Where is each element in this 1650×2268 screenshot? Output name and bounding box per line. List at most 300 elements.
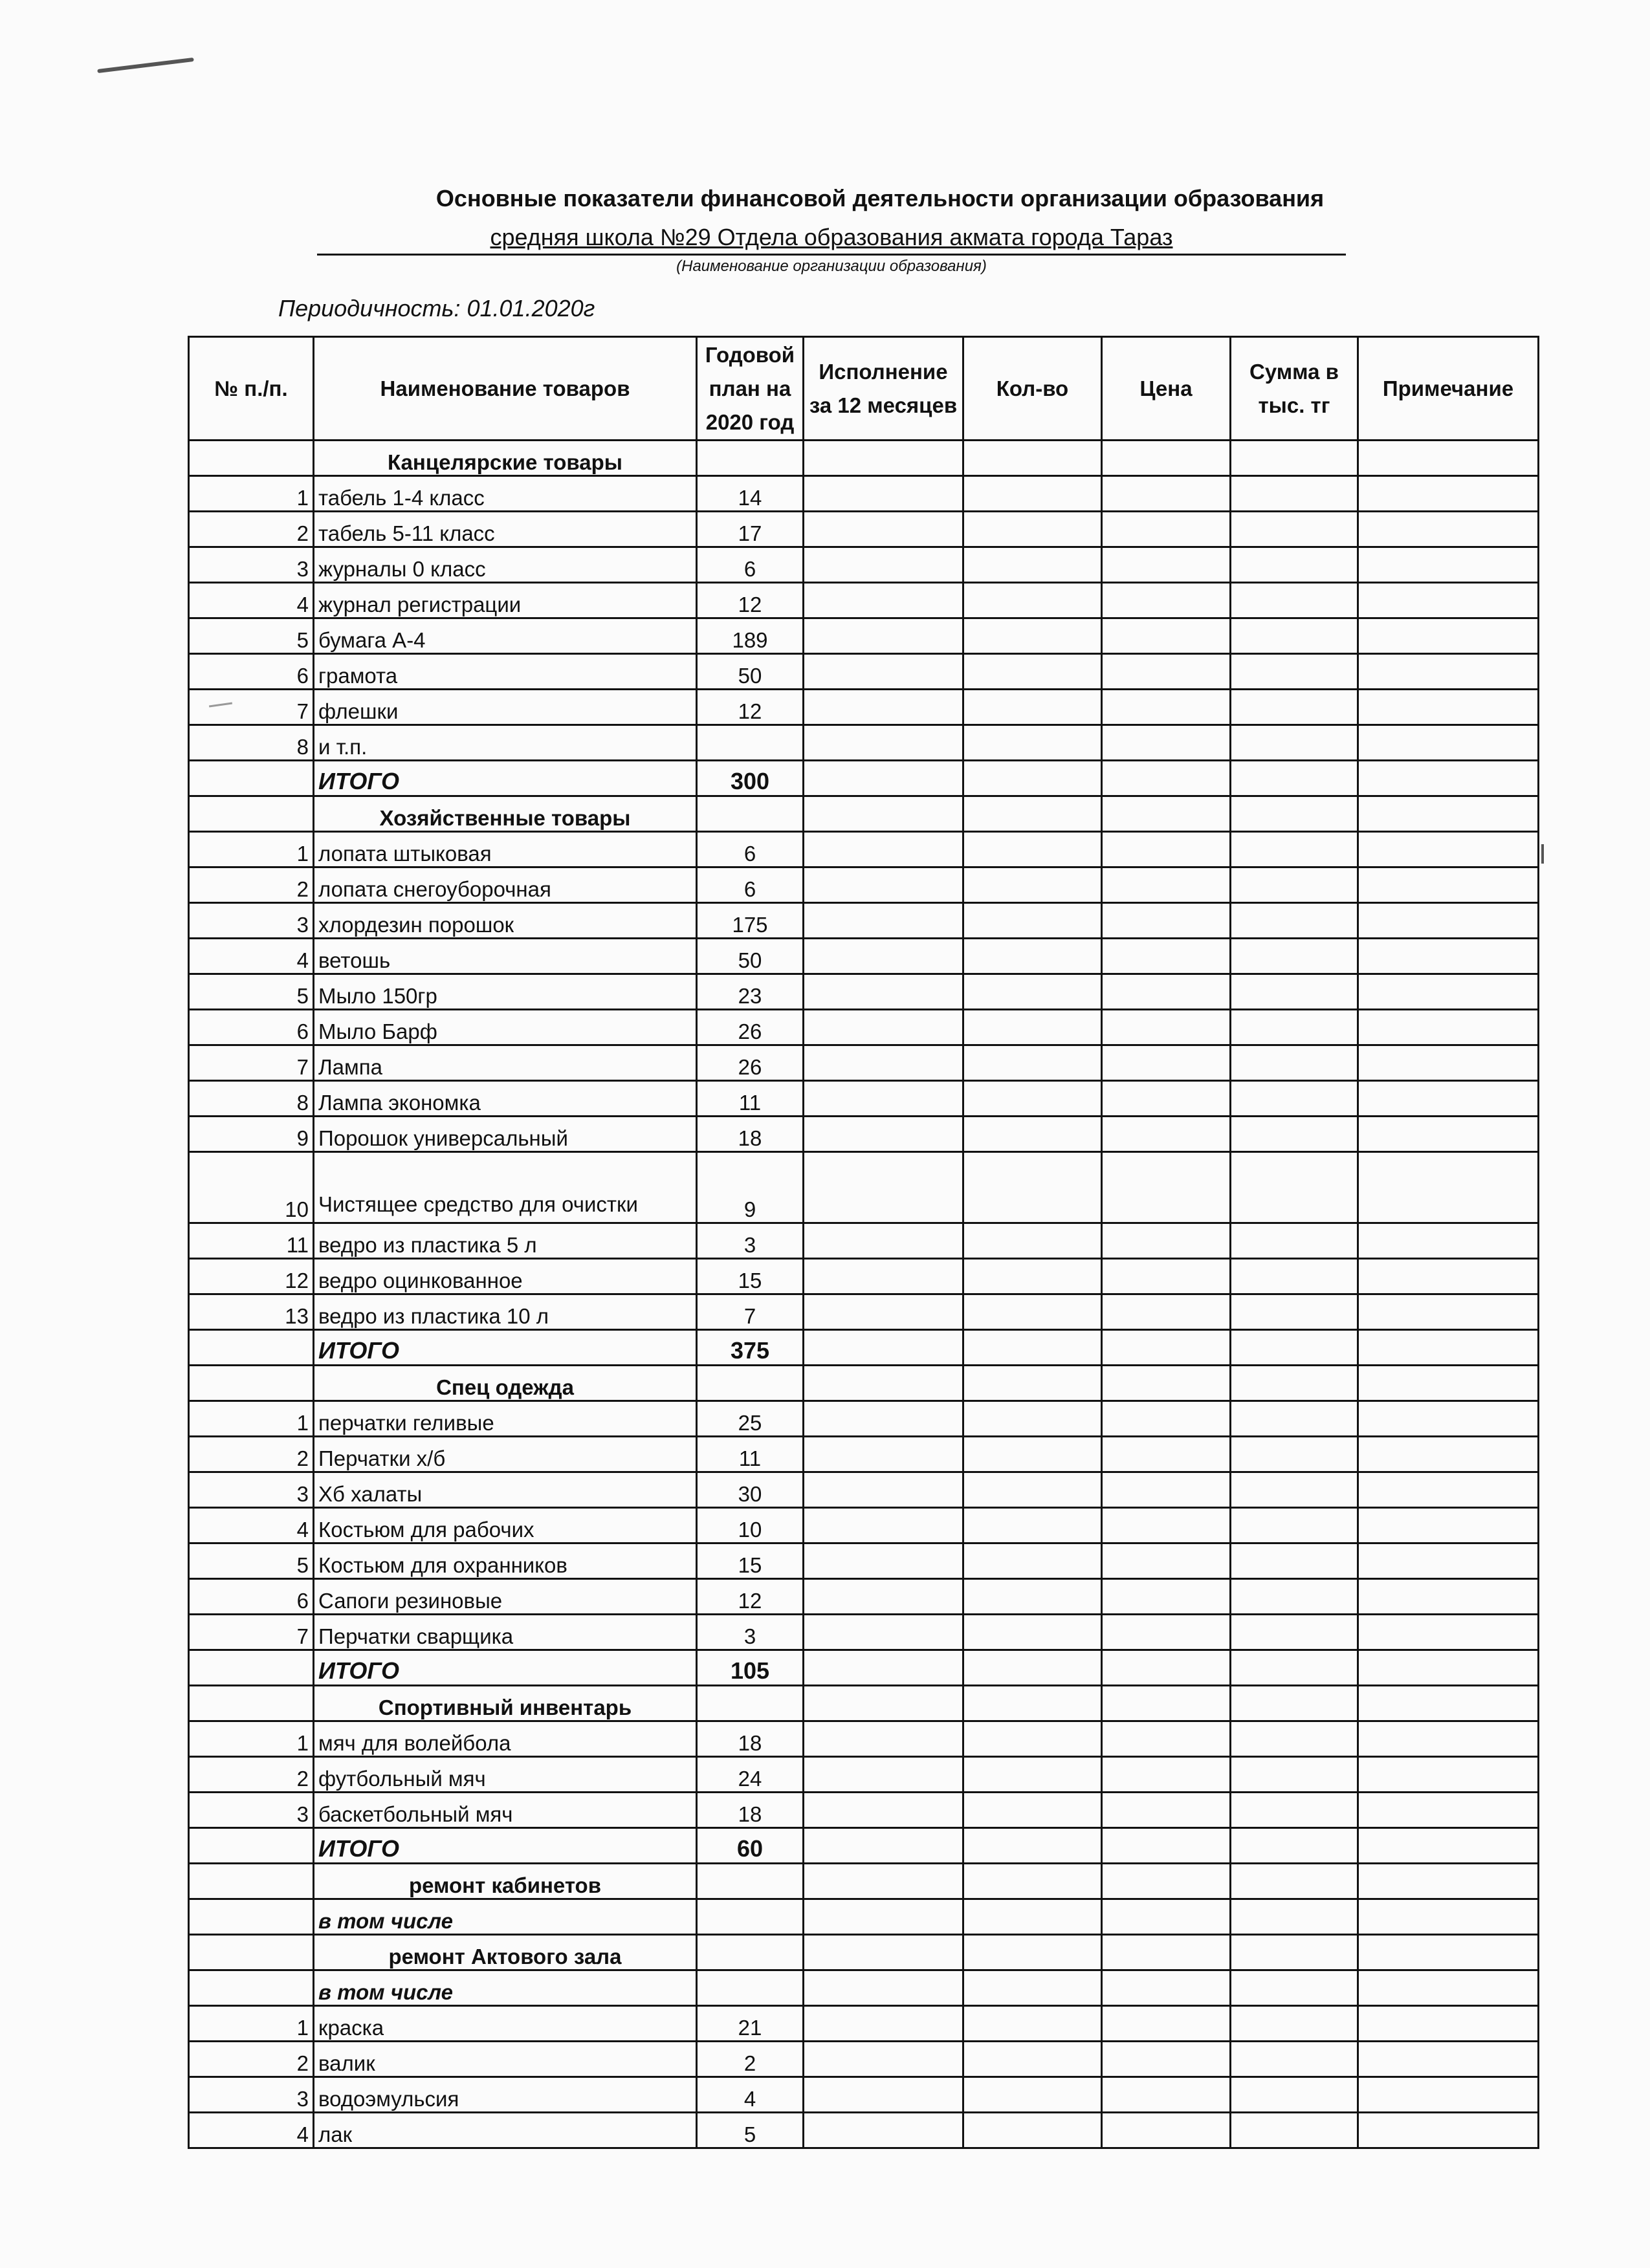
sum-cell bbox=[1231, 1543, 1358, 1579]
quantity-cell bbox=[963, 2042, 1102, 2077]
annual-plan-cell: 30 bbox=[697, 1472, 804, 1508]
note-cell bbox=[1358, 1935, 1539, 1970]
note-cell bbox=[1358, 2042, 1539, 2077]
price-cell bbox=[1102, 1472, 1231, 1508]
annual-plan-cell: 17 bbox=[697, 512, 804, 547]
row-number-cell bbox=[189, 441, 314, 476]
note-cell bbox=[1358, 939, 1539, 974]
item-name-cell: ИТОГО bbox=[314, 761, 697, 796]
price-cell bbox=[1102, 1045, 1231, 1081]
quantity-cell bbox=[963, 1793, 1102, 1828]
annual-plan-cell: 3 bbox=[697, 1223, 804, 1259]
execution-cell bbox=[804, 654, 963, 690]
note-cell bbox=[1358, 832, 1539, 867]
sum-cell bbox=[1231, 796, 1358, 832]
quantity-cell bbox=[963, 583, 1102, 618]
note-cell bbox=[1358, 1686, 1539, 1721]
item-name-cell: Лампа bbox=[314, 1045, 697, 1081]
note-cell bbox=[1358, 761, 1539, 796]
annual-plan-cell: 15 bbox=[697, 1259, 804, 1294]
quantity-cell bbox=[963, 725, 1102, 761]
sum-cell bbox=[1231, 547, 1358, 583]
quantity-cell bbox=[963, 441, 1102, 476]
sum-cell bbox=[1231, 2077, 1358, 2113]
item-name-cell: Спортивный инвентарь bbox=[314, 1686, 697, 1721]
item-name-cell: Перчатки сварщика bbox=[314, 1615, 697, 1650]
annual-plan-cell bbox=[697, 1899, 804, 1935]
row-number-cell: 1 bbox=[189, 476, 314, 512]
execution-cell bbox=[804, 1472, 963, 1508]
item-name-cell: ведро оцинкованное bbox=[314, 1259, 697, 1294]
execution-cell bbox=[804, 1366, 963, 1401]
price-cell bbox=[1102, 1686, 1231, 1721]
item-name-cell: Сапоги резиновые bbox=[314, 1579, 697, 1615]
table-row bbox=[189, 1117, 1539, 1152]
quantity-cell bbox=[963, 1935, 1102, 1970]
table-row bbox=[189, 618, 1539, 654]
item-name-cell: хлордезин порошок bbox=[314, 903, 697, 939]
table-row bbox=[189, 1294, 1539, 1330]
execution-cell bbox=[804, 832, 963, 867]
row-number-cell bbox=[189, 1330, 314, 1366]
quantity-cell bbox=[963, 1081, 1102, 1117]
note-cell bbox=[1358, 2006, 1539, 2042]
item-name-cell: ИТОГО bbox=[314, 1330, 697, 1366]
price-cell bbox=[1102, 1935, 1231, 1970]
quantity-cell bbox=[963, 1330, 1102, 1366]
table-row bbox=[189, 1757, 1539, 1793]
note-cell bbox=[1358, 1437, 1539, 1472]
quantity-cell bbox=[963, 547, 1102, 583]
quantity-cell bbox=[963, 1721, 1102, 1757]
sum-cell bbox=[1231, 1081, 1358, 1117]
quantity-cell bbox=[963, 1864, 1102, 1899]
price-cell bbox=[1102, 1757, 1231, 1793]
quantity-cell bbox=[963, 2113, 1102, 2148]
note-cell bbox=[1358, 2113, 1539, 2148]
table-total-row bbox=[189, 1330, 1539, 1366]
table-row bbox=[189, 1472, 1539, 1508]
row-number-cell: 4 bbox=[189, 2113, 314, 2148]
execution-cell bbox=[804, 1330, 963, 1366]
price-cell bbox=[1102, 796, 1231, 832]
execution-cell bbox=[804, 1650, 963, 1686]
table-row bbox=[189, 1152, 1539, 1223]
annual-plan-cell: 23 bbox=[697, 974, 804, 1010]
item-name-cell: перчатки геливые bbox=[314, 1401, 697, 1437]
price-cell bbox=[1102, 1650, 1231, 1686]
period-label: Периодичность: 01.01.2020г bbox=[278, 295, 595, 322]
quantity-cell bbox=[963, 512, 1102, 547]
table-row bbox=[189, 903, 1539, 939]
table-row bbox=[189, 1401, 1539, 1437]
note-cell bbox=[1358, 1579, 1539, 1615]
table-section-row bbox=[189, 441, 1539, 476]
execution-cell bbox=[804, 512, 963, 547]
sum-cell bbox=[1231, 1650, 1358, 1686]
annual-plan-cell: 26 bbox=[697, 1045, 804, 1081]
table-row bbox=[189, 725, 1539, 761]
sum-cell bbox=[1231, 761, 1358, 796]
table-row bbox=[189, 1793, 1539, 1828]
item-name-cell: лак bbox=[314, 2113, 697, 2148]
price-cell bbox=[1102, 1152, 1231, 1223]
execution-cell bbox=[804, 547, 963, 583]
sum-cell bbox=[1231, 1045, 1358, 1081]
annual-plan-cell bbox=[697, 725, 804, 761]
table-row bbox=[189, 1045, 1539, 1081]
execution-cell bbox=[804, 903, 963, 939]
note-cell bbox=[1358, 547, 1539, 583]
table-row bbox=[189, 974, 1539, 1010]
row-number-cell: 6 bbox=[189, 1579, 314, 1615]
item-name-cell: ремонт кабинетов bbox=[314, 1864, 697, 1899]
note-cell bbox=[1358, 512, 1539, 547]
price-cell bbox=[1102, 512, 1231, 547]
annual-plan-cell: 60 bbox=[697, 1828, 804, 1864]
annual-plan-cell: 6 bbox=[697, 832, 804, 867]
item-name-cell: лопата снегоуборочная bbox=[314, 867, 697, 903]
quantity-cell bbox=[963, 1294, 1102, 1330]
item-name-cell: и т.п. bbox=[314, 725, 697, 761]
annual-plan-cell bbox=[697, 796, 804, 832]
quantity-cell bbox=[963, 1508, 1102, 1543]
execution-cell bbox=[804, 1793, 963, 1828]
table-section-row bbox=[189, 1366, 1539, 1401]
annual-plan-cell: 11 bbox=[697, 1437, 804, 1472]
quantity-cell bbox=[963, 761, 1102, 796]
item-name-cell: ведро из пластика 10 л bbox=[314, 1294, 697, 1330]
table-row bbox=[189, 583, 1539, 618]
sum-cell bbox=[1231, 1010, 1358, 1045]
note-cell bbox=[1358, 1117, 1539, 1152]
row-number-cell: 7 bbox=[189, 690, 314, 725]
quantity-cell bbox=[963, 1579, 1102, 1615]
table-row bbox=[189, 654, 1539, 690]
price-cell bbox=[1102, 867, 1231, 903]
execution-cell bbox=[804, 796, 963, 832]
annual-plan-cell: 2 bbox=[697, 2042, 804, 2077]
note-cell bbox=[1358, 1793, 1539, 1828]
annual-plan-cell: 5 bbox=[697, 2113, 804, 2148]
annual-plan-cell: 24 bbox=[697, 1757, 804, 1793]
row-number-cell: 3 bbox=[189, 1793, 314, 1828]
row-number-cell: 5 bbox=[189, 974, 314, 1010]
row-number-cell bbox=[189, 1935, 314, 1970]
table-section-row bbox=[189, 1864, 1539, 1899]
row-number-cell bbox=[189, 796, 314, 832]
annual-plan-cell: 300 bbox=[697, 761, 804, 796]
row-number-cell bbox=[189, 1899, 314, 1935]
sum-cell bbox=[1231, 2113, 1358, 2148]
document-title: Основные показатели финансовой деятельности организации образования bbox=[435, 185, 1325, 212]
quantity-cell bbox=[963, 867, 1102, 903]
execution-cell bbox=[804, 1152, 963, 1223]
item-name-cell: журнал регистрации bbox=[314, 583, 697, 618]
annual-plan-cell bbox=[697, 1366, 804, 1401]
quantity-cell bbox=[963, 1010, 1102, 1045]
row-number-cell: 2 bbox=[189, 512, 314, 547]
note-cell bbox=[1358, 1366, 1539, 1401]
annual-plan-cell: 50 bbox=[697, 939, 804, 974]
annual-plan-cell: 11 bbox=[697, 1081, 804, 1117]
table-row bbox=[189, 1223, 1539, 1259]
sum-cell bbox=[1231, 1472, 1358, 1508]
row-number-cell bbox=[189, 1686, 314, 1721]
item-name-cell: табель 1-4 класс bbox=[314, 476, 697, 512]
sum-cell bbox=[1231, 1117, 1358, 1152]
item-name-cell: ИТОГО bbox=[314, 1828, 697, 1864]
price-cell bbox=[1102, 1223, 1231, 1259]
row-number-cell: 1 bbox=[189, 1401, 314, 1437]
price-cell bbox=[1102, 1117, 1231, 1152]
sum-cell bbox=[1231, 441, 1358, 476]
note-cell bbox=[1358, 1615, 1539, 1650]
execution-cell bbox=[804, 1081, 963, 1117]
execution-cell bbox=[804, 1615, 963, 1650]
sum-cell bbox=[1231, 1970, 1358, 2006]
annual-plan-cell: 26 bbox=[697, 1010, 804, 1045]
item-name-cell: Порошок универсальный bbox=[314, 1117, 697, 1152]
row-number-cell bbox=[189, 1970, 314, 2006]
price-cell bbox=[1102, 974, 1231, 1010]
item-name-cell: Лампа экономка bbox=[314, 1081, 697, 1117]
quantity-cell bbox=[963, 939, 1102, 974]
item-name-cell: ведро из пластика 5 л bbox=[314, 1223, 697, 1259]
sum-cell bbox=[1231, 1864, 1358, 1899]
table-row bbox=[189, 832, 1539, 867]
price-cell bbox=[1102, 1721, 1231, 1757]
sum-cell bbox=[1231, 690, 1358, 725]
row-number-cell: 1 bbox=[189, 2006, 314, 2042]
scan-smudge-mark bbox=[97, 58, 194, 73]
sum-cell bbox=[1231, 974, 1358, 1010]
table-row bbox=[189, 867, 1539, 903]
note-cell bbox=[1358, 796, 1539, 832]
execution-cell bbox=[804, 867, 963, 903]
table-section-row bbox=[189, 796, 1539, 832]
table-total-row bbox=[189, 761, 1539, 796]
row-number-cell bbox=[189, 1828, 314, 1864]
execution-cell bbox=[804, 1117, 963, 1152]
quantity-cell bbox=[963, 690, 1102, 725]
item-name-cell: в том числе bbox=[314, 1899, 697, 1935]
execution-cell bbox=[804, 618, 963, 654]
item-name-cell: журналы 0 класс bbox=[314, 547, 697, 583]
quantity-cell bbox=[963, 1650, 1102, 1686]
annual-plan-cell: 7 bbox=[697, 1294, 804, 1330]
sum-cell bbox=[1231, 512, 1358, 547]
row-number-cell: 1 bbox=[189, 832, 314, 867]
execution-cell bbox=[804, 476, 963, 512]
row-number-cell: 3 bbox=[189, 547, 314, 583]
execution-cell bbox=[804, 725, 963, 761]
sum-cell bbox=[1231, 832, 1358, 867]
sum-cell bbox=[1231, 903, 1358, 939]
execution-cell bbox=[804, 1721, 963, 1757]
note-cell bbox=[1358, 441, 1539, 476]
execution-cell bbox=[804, 2077, 963, 2113]
sum-cell bbox=[1231, 1579, 1358, 1615]
note-cell bbox=[1358, 1081, 1539, 1117]
annual-plan-cell: 18 bbox=[697, 1721, 804, 1757]
item-name-cell: краска bbox=[314, 2006, 697, 2042]
execution-cell bbox=[804, 1828, 963, 1864]
price-cell bbox=[1102, 1579, 1231, 1615]
sum-cell bbox=[1231, 476, 1358, 512]
annual-plan-cell: 175 bbox=[697, 903, 804, 939]
table-row bbox=[189, 2042, 1539, 2077]
quantity-cell bbox=[963, 1152, 1102, 1223]
price-cell bbox=[1102, 1010, 1231, 1045]
execution-cell bbox=[804, 2006, 963, 2042]
note-cell bbox=[1358, 618, 1539, 654]
price-cell bbox=[1102, 1437, 1231, 1472]
sum-cell bbox=[1231, 1152, 1358, 1223]
row-number-cell: 3 bbox=[189, 2077, 314, 2113]
sum-cell bbox=[1231, 583, 1358, 618]
execution-cell bbox=[804, 2042, 963, 2077]
note-cell bbox=[1358, 583, 1539, 618]
price-cell bbox=[1102, 939, 1231, 974]
quantity-cell bbox=[963, 1686, 1102, 1721]
execution-cell bbox=[804, 1686, 963, 1721]
price-cell bbox=[1102, 1970, 1231, 2006]
sum-cell bbox=[1231, 1330, 1358, 1366]
price-cell bbox=[1102, 903, 1231, 939]
annual-plan-cell bbox=[697, 1686, 804, 1721]
item-name-cell: Спец одежда bbox=[314, 1366, 697, 1401]
annual-plan-cell: 12 bbox=[697, 583, 804, 618]
row-number-cell bbox=[189, 1864, 314, 1899]
column-header-sum: Сумма в тыс. тг bbox=[1231, 337, 1358, 441]
execution-cell bbox=[804, 1864, 963, 1899]
table-row bbox=[189, 1615, 1539, 1650]
price-cell bbox=[1102, 1793, 1231, 1828]
table-header-row bbox=[189, 337, 1539, 441]
annual-plan-cell: 14 bbox=[697, 476, 804, 512]
organization-name: средняя школа №29 Отдела образования акмата города Тараз bbox=[490, 224, 1173, 250]
row-number-cell: 4 bbox=[189, 939, 314, 974]
row-number-cell: 3 bbox=[189, 1472, 314, 1508]
item-name-cell: водоэмульсия bbox=[314, 2077, 697, 2113]
table-row bbox=[189, 476, 1539, 512]
annual-plan-cell: 15 bbox=[697, 1543, 804, 1579]
item-name-cell: Чистящее средство для очистки bbox=[314, 1152, 697, 1223]
table-section-row bbox=[189, 1686, 1539, 1721]
price-cell bbox=[1102, 1899, 1231, 1935]
note-cell bbox=[1358, 1045, 1539, 1081]
item-name-cell: Мыло 150гр bbox=[314, 974, 697, 1010]
annual-plan-cell: 25 bbox=[697, 1401, 804, 1437]
note-cell bbox=[1358, 1294, 1539, 1330]
table-row bbox=[189, 512, 1539, 547]
table-row bbox=[189, 2113, 1539, 2148]
organization-caption: (Наименование организации образования) bbox=[676, 257, 987, 275]
row-number-cell: 10 bbox=[189, 1152, 314, 1223]
scan-smudge-mark bbox=[1541, 844, 1544, 864]
quantity-cell bbox=[963, 1437, 1102, 1472]
row-number-cell: 11 bbox=[189, 1223, 314, 1259]
item-name-cell: футбольный мяч bbox=[314, 1757, 697, 1793]
note-cell bbox=[1358, 2077, 1539, 2113]
quantity-cell bbox=[963, 1259, 1102, 1294]
sum-cell bbox=[1231, 1223, 1358, 1259]
annual-plan-cell: 12 bbox=[697, 1579, 804, 1615]
execution-cell bbox=[804, 761, 963, 796]
column-header-price: Цена bbox=[1102, 337, 1231, 441]
execution-cell bbox=[804, 1757, 963, 1793]
sum-cell bbox=[1231, 1899, 1358, 1935]
row-number-cell: 5 bbox=[189, 618, 314, 654]
table-row bbox=[189, 1543, 1539, 1579]
row-number-cell: 2 bbox=[189, 1757, 314, 1793]
annual-plan-cell: 50 bbox=[697, 654, 804, 690]
quantity-cell bbox=[963, 903, 1102, 939]
execution-cell bbox=[804, 2113, 963, 2148]
table-row bbox=[189, 939, 1539, 974]
sum-cell bbox=[1231, 1294, 1358, 1330]
quantity-cell bbox=[963, 1828, 1102, 1864]
row-number-cell: 6 bbox=[189, 1010, 314, 1045]
note-cell bbox=[1358, 974, 1539, 1010]
execution-cell bbox=[804, 1401, 963, 1437]
quantity-cell bbox=[963, 1543, 1102, 1579]
sum-cell bbox=[1231, 1401, 1358, 1437]
note-cell bbox=[1358, 1010, 1539, 1045]
table-subheading-row bbox=[189, 1970, 1539, 2006]
note-cell bbox=[1358, 1864, 1539, 1899]
quantity-cell bbox=[963, 2006, 1102, 2042]
item-name-cell: Костьюм для охранников bbox=[314, 1543, 697, 1579]
table-row bbox=[189, 1010, 1539, 1045]
sum-cell bbox=[1231, 618, 1358, 654]
note-cell bbox=[1358, 654, 1539, 690]
price-cell bbox=[1102, 441, 1231, 476]
quantity-cell bbox=[963, 796, 1102, 832]
item-name-cell: ИТОГО bbox=[314, 1650, 697, 1686]
price-cell bbox=[1102, 1543, 1231, 1579]
execution-cell bbox=[804, 1437, 963, 1472]
column-header-quantity: Кол-во bbox=[963, 337, 1102, 441]
table-row bbox=[189, 1437, 1539, 1472]
execution-cell bbox=[804, 441, 963, 476]
annual-plan-cell bbox=[697, 441, 804, 476]
sum-cell bbox=[1231, 1437, 1358, 1472]
execution-cell bbox=[804, 1579, 963, 1615]
row-number-cell: 13 bbox=[189, 1294, 314, 1330]
note-cell bbox=[1358, 1650, 1539, 1686]
price-cell bbox=[1102, 2113, 1231, 2148]
row-number-cell: 5 bbox=[189, 1543, 314, 1579]
row-number-cell: 7 bbox=[189, 1615, 314, 1650]
row-number-cell: 8 bbox=[189, 725, 314, 761]
note-cell bbox=[1358, 1543, 1539, 1579]
quantity-cell bbox=[963, 1366, 1102, 1401]
note-cell bbox=[1358, 1472, 1539, 1508]
row-number-cell: 12 bbox=[189, 1259, 314, 1294]
row-number-cell: 2 bbox=[189, 2042, 314, 2077]
execution-cell bbox=[804, 1543, 963, 1579]
row-number-cell bbox=[189, 1650, 314, 1686]
annual-plan-cell: 18 bbox=[697, 1117, 804, 1152]
row-number-cell: 9 bbox=[189, 1117, 314, 1152]
quantity-cell bbox=[963, 1472, 1102, 1508]
quantity-cell bbox=[963, 1899, 1102, 1935]
sum-cell bbox=[1231, 2042, 1358, 2077]
quantity-cell bbox=[963, 832, 1102, 867]
column-header-annual-plan: Годовой план на 2020 год bbox=[697, 337, 804, 441]
